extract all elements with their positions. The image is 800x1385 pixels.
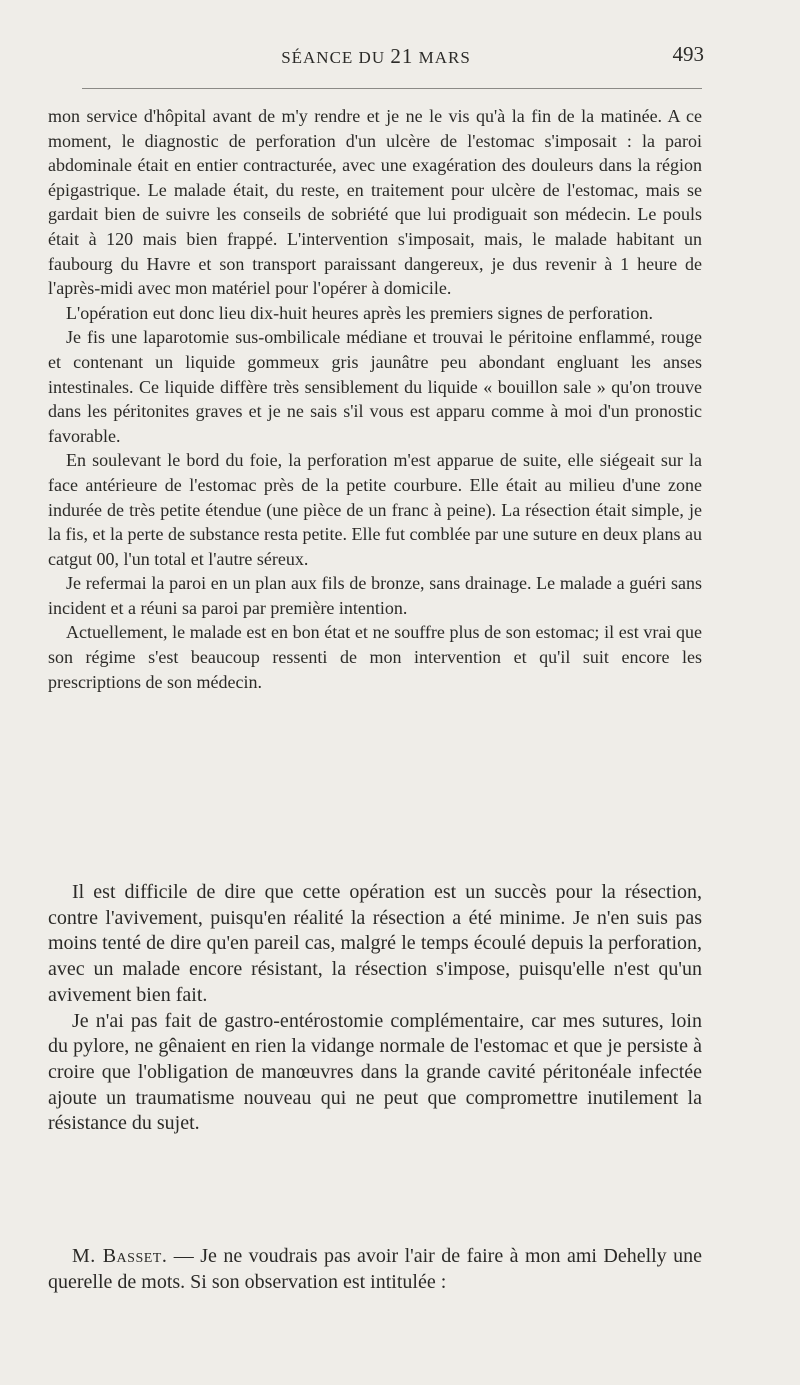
reply-paragraph bbox=[48, 1244, 702, 1295]
page-number: 493 bbox=[672, 42, 704, 66]
header-title-day: 21 bbox=[390, 44, 414, 68]
discussion-paragraph-1: Il est difficile de dire que cette opération est un succès pour la résection, contre l'avivement, puisqu'en réalité la résection a été minime. Je n'en suis pas moins tenté de dire qu'en pareil cas, malgré le temps écoulé depuis la perforation, avec un malade encore résistant, la résection s'impose, puisqu'elle n'est qu'un avivement bien fait. bbox=[48, 881, 702, 1006]
case-paragraph-4: En soulevant le bord du foie, la perforation m'est apparue de suite, elle siégeait sur la face antérieure de l'estomac près de la petite courbure. Elle était au milieu d'une zone indurée de très petite étendue (une pièce de un franc à peine). La résection était simple, je la fis, et la perte de substance resta petite. Elle fut comblée par une suture en deux plans au catgut 00, l'un total et l'autre séreux. bbox=[48, 450, 702, 569]
reply-text: — Je ne voudrais pas avoir l'air de faire à mon ami Dehelly une querelle de mots. Si son observation est intitulée : bbox=[48, 1245, 702, 1293]
discussion-paragraph-2: Je n'ai pas fait de gastro-entérostomie complémentaire, car mes sutures, loin du pylore, ne gênaient en rien la vidange normale de l'estomac et que je persiste à croire que l'obligation de manœuvres dans la grande cavité péritonéale infectée ajoute un traumatisme nouveau qui ne peut que compromettre inutilement la résistance du sujet. bbox=[48, 1009, 702, 1135]
speaker-name: M. Basset. bbox=[72, 1245, 168, 1267]
header-title-prefix: SÉANCE DU bbox=[281, 48, 386, 67]
case-paragraph-5: Je refermai la paroi en un plan aux fils de bronze, sans drainage. Le malade a guéri sans incident et a réuni sa paroi par première intention. bbox=[48, 573, 702, 618]
case-report-section bbox=[48, 104, 702, 694]
header-title bbox=[48, 44, 704, 69]
case-paragraph-3: Je fis une laparotomie sus-ombilicale médiane et trouvai le péritoine enflammé, rouge et contenant un liquide gommeux gris jaunâtre peu abondant engluant les anses intestinales. Ce liquide diffère très sensiblement du liquide « bouillon sale » qu'on trouve dans les péritonites graves et je ne sais s'il vous est apparu comme à moi d'un pronostic favorable. bbox=[48, 327, 702, 446]
running-header bbox=[48, 44, 704, 74]
header-title-month: MARS bbox=[418, 48, 471, 67]
case-paragraph-6: Actuellement, le malade est en bon état et ne souffre plus de son estomac; il est vrai que son régime s'est beaucoup ressenti de mon intervention et qu'il suit encore les prescriptions de son médecin. bbox=[48, 622, 702, 692]
case-paragraph-1: mon service d'hôpital avant de m'y rendre et je ne le vis qu'à la fin de la matinée. A ce moment, le diagnostic de perforation d'un ulcère de l'estomac s'imposait : la paroi abdominale était en entier contracturée, avec une exagération des douleurs dans la région épigastrique. Le malade était, du reste, en traitement pour ulcère de l'estomac, mais se gardait bien de suivre les conseils de sobriété que lui prodiguait son médecin. Le pouls était à 120 mais bien frappé. L'intervention s'imposait, mais, le malade habitant un faubourg du Havre et son transport paraissant dangereux, je dus revenir à 1 heure de l'après-midi avec mon matériel pour l'opérer à domicile. bbox=[48, 106, 702, 299]
case-paragraph-2: L'opération eut donc lieu dix-huit heures après les premiers signes de perforation. bbox=[66, 302, 654, 323]
reply-section bbox=[48, 1244, 702, 1295]
header-rule bbox=[82, 88, 702, 89]
discussion-section bbox=[48, 880, 702, 1137]
